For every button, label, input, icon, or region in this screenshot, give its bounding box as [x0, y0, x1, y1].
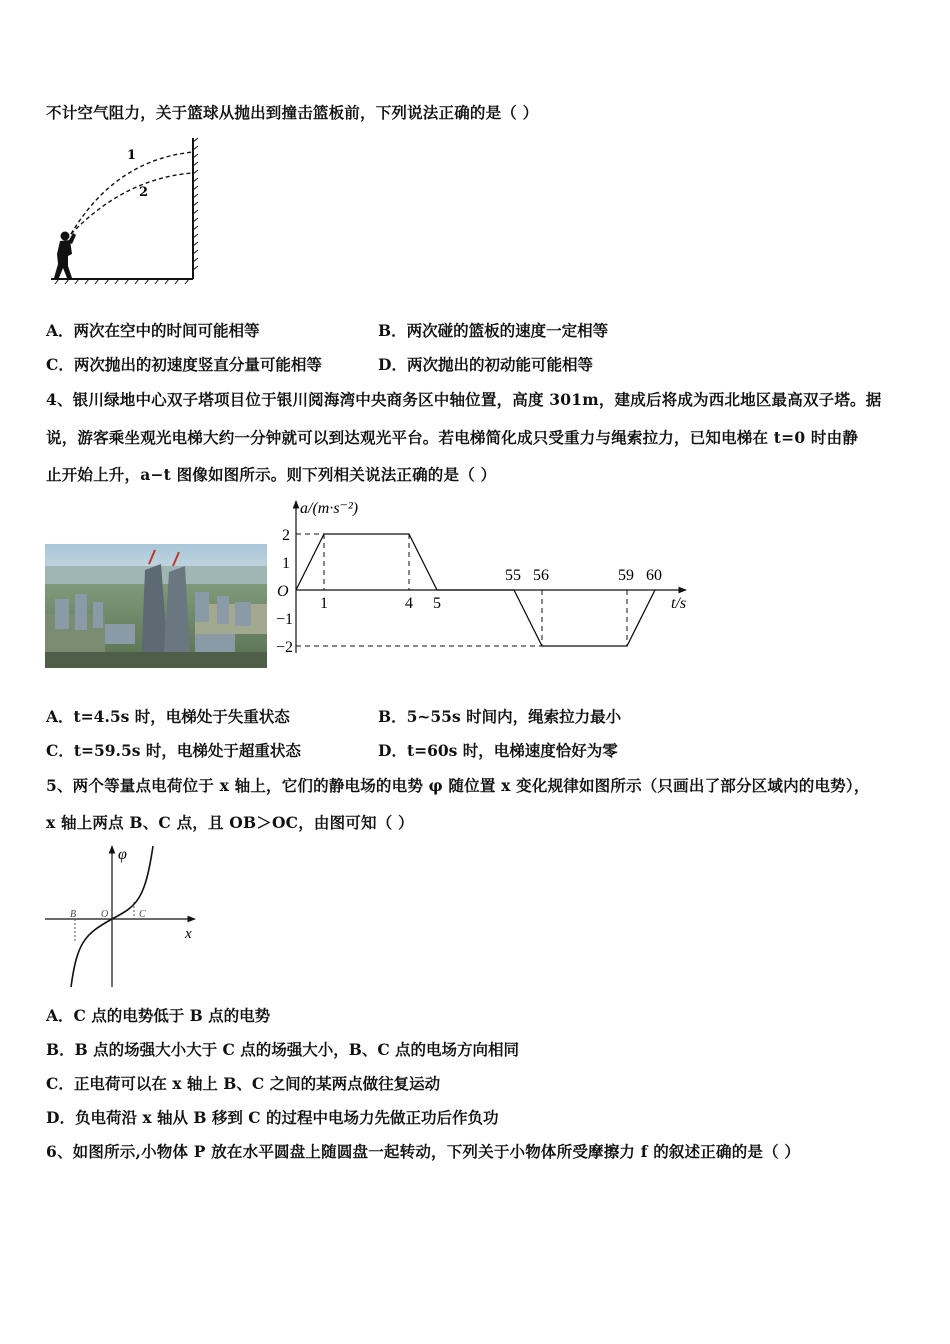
x-tick-label: 1	[320, 595, 328, 612]
basketball-figure	[45, 136, 215, 286]
x-tick-label: 56	[533, 567, 549, 584]
q4-stem-line-1: 4、银川绿地中心双子塔项目位于银川阅海湾中央商务区中轴位置，高度 301m，建成后将成为西北地区最高双子塔。据	[46, 390, 882, 409]
x-tick-label: 59	[618, 567, 634, 584]
q3-option-c: C．两次抛出的初速度竖直分量可能相等	[46, 355, 322, 374]
q4-stem-line-3: 止开始上升，a−t 图像如图所示。则下列相关说法正确的是（ ）	[46, 465, 497, 484]
x-tick-label: 5	[433, 595, 441, 612]
x-tick-label: 4	[405, 595, 413, 612]
q6-stem: 6、如图所示,小物体 P 放在水平圆盘上随圆盘一起转动，下列关于小物体所受摩擦力 f 的叙述正确的是（ ）	[46, 1142, 801, 1161]
potential-figure	[45, 842, 205, 992]
point-b-label: B	[70, 909, 77, 920]
x-tick-label: 60	[646, 567, 662, 584]
player-icon	[54, 232, 76, 279]
q4-stem-line-2: 说，游客乘坐观光电梯大约一分钟就可以到达观光平台。若电梯简化成只受重力与绳索拉力，已知电梯在 t=0 时由静	[46, 428, 859, 447]
origin-label: O	[277, 583, 289, 600]
t-axis-label: t/s	[671, 595, 687, 612]
q5-stem-line-2: x 轴上两点 B、C 点，且 OB＞OC，由图可知（ ）	[46, 813, 414, 832]
q5-option-a: A．C 点的电势低于 B 点的电势	[46, 1006, 271, 1025]
q5-option-d: D．负电荷沿 x 轴从 B 移到 C 的过程中电场力先做正功后作负功	[46, 1108, 499, 1127]
x-axis-label: x	[185, 926, 192, 942]
twin-towers-photo	[45, 544, 267, 668]
q4-option-a: A．t=4.5s 时，电梯处于失重状态	[46, 707, 290, 726]
q3-option-a: A．两次在空中的时间可能相等	[46, 321, 260, 340]
q5-option-b: B．B 点的场强大小大于 C 点的场强大小，B、C 点的电场方向相同	[46, 1040, 520, 1059]
a-t-chart	[272, 498, 692, 658]
y-tick-label: 2	[282, 527, 290, 544]
q4-option-d: D．t=60s 时，电梯速度恰好为零	[378, 741, 618, 760]
y-tick-label: 1	[282, 555, 290, 572]
q5-stem-line-1: 5、两个等量点电荷位于 x 轴上，它们的静电场的电势 φ 随位置 x 变化规律如图所示（只画出了部分区域内的电势），	[46, 776, 870, 795]
x-tick-label: 55	[505, 567, 521, 584]
a-axis-label: a/(m·s⁻²)	[300, 500, 359, 517]
phi-axis-label: φ	[118, 846, 127, 863]
trajectory-label-1: 1	[127, 148, 137, 163]
trajectory-label-2: 2	[139, 185, 149, 200]
point-c-label: C	[139, 909, 146, 920]
origin-o-label: O	[101, 909, 109, 920]
q3-option-d: D．两次抛出的初动能可能相等	[378, 355, 593, 374]
q3-option-b: B．两次碰的篮板的速度一定相等	[378, 321, 609, 340]
y-tick-label: −1	[276, 611, 294, 628]
q3-stem: 不计空气阻力，关于篮球从抛出到撞击篮板前，下列说法正确的是（ ）	[46, 103, 539, 122]
q4-option-c: C．t=59.5s 时，电梯处于超重状态	[46, 741, 301, 760]
q4-option-b: B．5~55s 时间内，绳索拉力最小	[378, 707, 622, 726]
y-tick-label: −2	[276, 639, 294, 656]
q5-option-c: C．正电荷可以在 x 轴上 B、C 之间的某两点做往复运动	[46, 1074, 441, 1093]
